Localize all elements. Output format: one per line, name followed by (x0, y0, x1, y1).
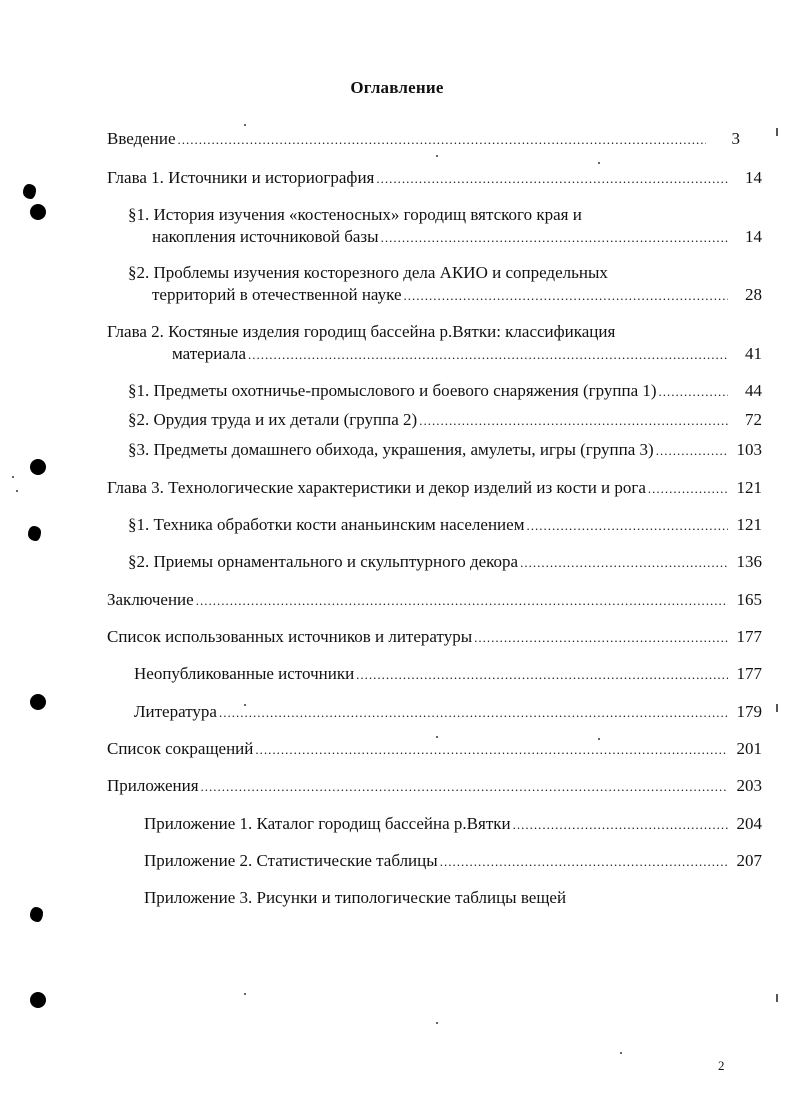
scan-speck (776, 994, 778, 1002)
toc-entry-page: 14 (745, 227, 762, 246)
toc-entry-page: 28 (745, 285, 762, 304)
toc-entry-text: §1. Предметы охотничье-промыслового и боевого снаряжения (группа 1) (128, 381, 657, 400)
dot-leader (356, 664, 728, 686)
scan-speck (776, 128, 778, 136)
toc-entry-page: 14 (745, 168, 762, 187)
dot-leader (648, 478, 728, 500)
toc-entry (144, 850, 762, 873)
page-title: Оглавление (350, 78, 444, 97)
toc-entry-text: Приложение 3. Рисунки и типологические таблицы вещей (144, 888, 567, 907)
binder-hole (30, 204, 46, 220)
toc-entry-page: 121 (736, 478, 762, 497)
dot-leader (376, 168, 728, 190)
dot-leader (248, 344, 728, 366)
scan-speck (776, 704, 778, 712)
dot-leader (196, 590, 728, 612)
scan-speck (436, 155, 438, 157)
toc-entry-text: накопления источниковой базы (152, 227, 379, 246)
toc-entry-page: 177 (736, 664, 762, 683)
toc-entry-text: Приложение 2. Статистические таблицы (144, 851, 438, 870)
toc-entry-text: §2. Орудия труда и их детали (группа 2) (128, 410, 418, 429)
dot-leader (404, 285, 729, 307)
toc-entry (134, 701, 762, 724)
toc-entry-page: 103 (736, 440, 762, 459)
toc-entry (172, 343, 762, 366)
toc-entry-text: Приложения (107, 776, 199, 795)
dot-leader (474, 627, 728, 649)
toc-entry (128, 439, 762, 462)
dot-leader (520, 552, 728, 574)
toc-entry (107, 128, 740, 151)
dot-leader (255, 739, 728, 761)
dot-leader (526, 515, 728, 537)
binder-hole (30, 992, 46, 1008)
toc-entry-page: 41 (745, 344, 762, 363)
toc-entry-text: Неопубликованные источники (134, 664, 355, 683)
toc-entry-text: §2. Приемы орнаментального и скульптурного декора (128, 552, 519, 571)
page-number: 2 (718, 1058, 725, 1073)
dot-leader (513, 814, 728, 836)
toc-entry-page: 201 (736, 739, 762, 758)
toc-entry (152, 226, 762, 249)
toc-entry-text: Список сокращений (107, 739, 254, 758)
toc-entry-text: Глава 2. Костяные изделия городищ бассейна р.Вятки: классификация (107, 322, 616, 341)
binder-hole (30, 694, 46, 710)
toc-entry-page: 121 (736, 515, 762, 534)
toc-entry-text: §1. Техника обработки кости ананьинским населением (128, 515, 525, 534)
toc-entry (152, 284, 762, 307)
toc-entry-text: Глава 3. Технологические характеристики и декор изделий из кости и рога (107, 478, 646, 497)
dot-leader (659, 381, 728, 403)
toc-entry-text: §2. Проблемы изучения косторезного дела АКИО и сопредельных (128, 263, 608, 282)
binder-hole-mark (30, 907, 43, 922)
scan-speck (12, 476, 14, 478)
toc-entry-page: 207 (736, 851, 762, 870)
toc-entry (107, 589, 762, 612)
toc-entry-text: Введение (107, 129, 176, 148)
binder-hole-mark (28, 526, 41, 541)
toc-entry-text: Заключение (107, 590, 194, 609)
toc-entry-page: 204 (736, 814, 762, 833)
toc-entry (134, 663, 762, 686)
toc-entry-page: 3 (731, 129, 740, 148)
toc-entry-text: Список использованных источников и литературы (107, 627, 473, 646)
toc-entry-text: Глава 1. Источники и историография (107, 168, 375, 187)
toc-entry-text: §1. История изучения «костеносных» городищ вятского края и (128, 205, 582, 224)
scan-speck (620, 1052, 622, 1054)
toc-entry-text: Приложение 1. Каталог городищ бассейна р.Вятки (144, 814, 511, 833)
toc-entry (107, 167, 762, 190)
scan-speck (244, 124, 246, 126)
toc-entry (107, 626, 762, 649)
scan-speck (16, 490, 18, 492)
toc-entry (128, 380, 762, 403)
toc-entry (107, 738, 762, 761)
toc-entry-page: 72 (745, 410, 762, 429)
dot-leader (178, 129, 706, 151)
toc-entry (144, 813, 762, 836)
toc-entry-page: 165 (736, 590, 762, 609)
toc-entry (107, 775, 762, 798)
scan-speck (436, 1022, 438, 1024)
toc-entry-page: 44 (745, 381, 762, 400)
toc-entry (128, 551, 762, 574)
toc-entry-text: §3. Предметы домашнего обихода, украшения, амулеты, игры (группа 3) (128, 440, 654, 459)
dot-leader (440, 851, 728, 873)
dot-leader (201, 776, 728, 798)
toc-entry-text: территорий в отечественной науке (152, 285, 402, 304)
binder-hole (30, 459, 46, 475)
dot-leader (419, 410, 728, 432)
dot-leader (381, 227, 728, 249)
scan-speck (598, 162, 600, 164)
scan-speck (244, 993, 246, 995)
toc-entry-page: 136 (736, 552, 762, 571)
toc-entry-page: 203 (736, 776, 762, 795)
toc-entry-text: материала (172, 344, 247, 363)
dot-leader (219, 702, 728, 724)
toc-entry (128, 514, 762, 537)
toc-entry (128, 409, 762, 432)
dot-leader (656, 440, 728, 462)
toc-entry-page: 179 (736, 702, 762, 721)
toc-entry-page: 177 (736, 627, 762, 646)
binder-hole-mark (23, 184, 36, 199)
toc-entry (107, 477, 762, 500)
toc-entry-text: Литература (134, 702, 217, 721)
